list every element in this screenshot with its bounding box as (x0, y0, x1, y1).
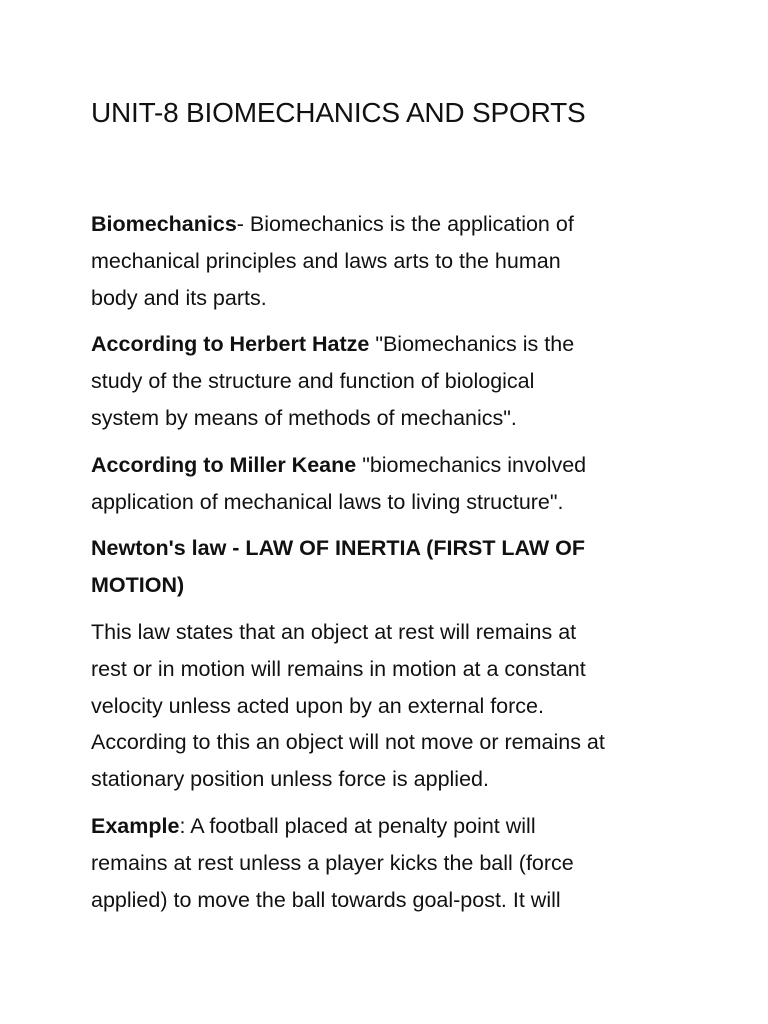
text-line: body and its parts. (91, 285, 267, 310)
text-line: stationary position unless force is applied. (91, 767, 489, 792)
paragraph-gap (91, 316, 691, 326)
text-line (91, 326, 691, 363)
text-line: system by means of methods of mechanics". (91, 405, 517, 430)
text-line: application of mechanical laws to living structure". (91, 489, 564, 514)
term-example: Example (91, 813, 180, 838)
text-span: "Biomechanics is the (369, 332, 575, 357)
text-line: applied) to move the ball towards goal-post. It will (91, 887, 561, 912)
term-biomechanics: Biomechanics (91, 212, 237, 236)
text-line: remains at rest unless a player kicks the ball (force (91, 850, 574, 875)
page-title: UNIT-8 BIOMECHANICS AND SPORTS (91, 97, 586, 128)
biomechanics-definition (91, 206, 691, 316)
paragraph-gap (91, 520, 691, 530)
text-line: mechanical principles and laws arts to the human (91, 248, 561, 273)
term-keane: According to Miller Keane (91, 452, 357, 477)
text-span: "biomechanics involved (356, 452, 587, 477)
keane-definition (91, 447, 691, 521)
paragraph-gap (91, 604, 691, 614)
paragraph-gap (91, 437, 691, 447)
term-hatze: According to Herbert Hatze (91, 332, 370, 357)
text-span: : A football placed at penalty point will (179, 813, 536, 838)
newton-heading (91, 530, 691, 604)
document-body (91, 206, 691, 918)
text-line: Newton's law - LAW OF INERTIA (FIRST LAW OF (91, 536, 586, 561)
paragraph-gap (91, 798, 691, 808)
text-line: rest or in motion will remains in motion at a constant (91, 656, 586, 681)
hatze-definition (91, 326, 691, 436)
inertia-paragraph (91, 614, 691, 798)
text-line: MOTION) (91, 573, 185, 598)
text-line (91, 447, 691, 484)
text-line: velocity unless acted upon by an external force. (91, 693, 544, 718)
example-paragraph (91, 808, 691, 918)
text-line: study of the structure and function of biological (91, 369, 535, 394)
text-line (91, 206, 691, 243)
text-line: According to this an object will not move or remains at (91, 730, 605, 755)
text-line (91, 808, 691, 845)
text-line: This law states that an object at rest will remains at (91, 619, 577, 644)
text-span: - Biomechanics is the application of (236, 212, 574, 236)
